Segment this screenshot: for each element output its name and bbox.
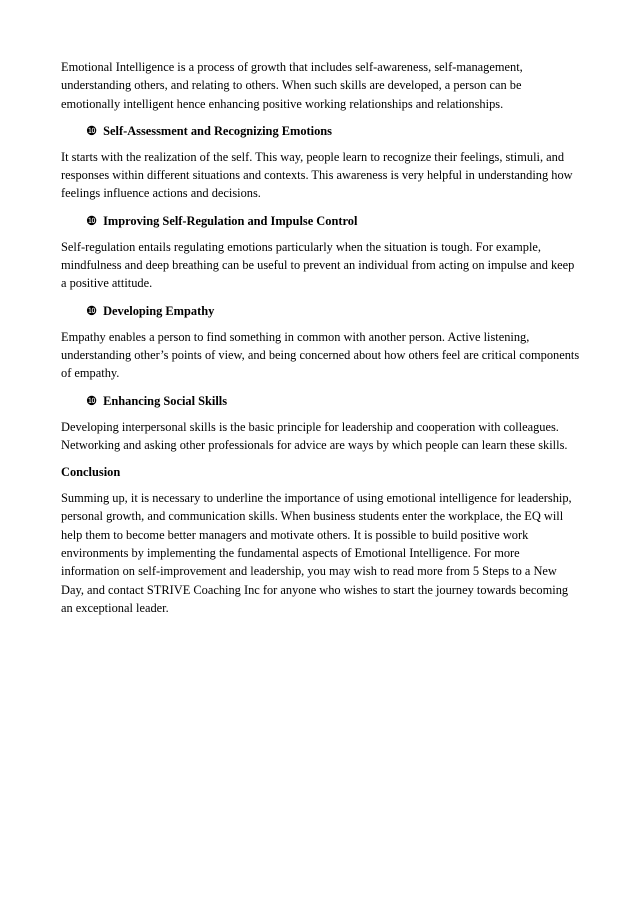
intro-paragraph: Emotional Intelligence is a process of growth that includes self-awareness, self-management, understanding others, and relating to others. When such skills are developed, a person can be emotionally intelligent hence enhancing positive working relationships and relationships. <box>61 60 523 111</box>
section-heading-self-regulation <box>86 212 581 230</box>
section-paragraph-social-skills: Developing interpersonal skills is the basic principle for leadership and cooperation with colleagues. Networking and asking other professionals for advice are ways by which people can learn these skills. <box>61 419 568 452</box>
document-page <box>61 58 581 617</box>
section-heading-self-assessment <box>86 122 581 140</box>
section-heading-social-skills <box>86 392 581 410</box>
section-heading-empathy <box>86 302 581 320</box>
section-heading-text: Improving Self-Regulation and Impulse Control <box>103 213 358 228</box>
conclusion-heading: Conclusion <box>61 465 121 480</box>
bullet-icon: ❿ <box>86 213 98 228</box>
conclusion-paragraph: Summing up, it is necessary to underline the importance of using emotional intelligence for leadership, personal growth, and communication skills. When business students enter the workplace, the EQ will help them to become better managers and motivate others. It is possible to build positive work environments by implementing the fundamental aspects of Emotional Intelligence. For more information on self-improvement and leadership, you may wish to read more from 5 Steps to a New Day, and contact STRIVE Coaching Inc for anyone who wishes to start the journey towards becoming an exceptional leader. <box>61 491 572 615</box>
bullet-icon: ❿ <box>86 123 98 138</box>
section-heading-text: Self-Assessment and Recognizing Emotions <box>103 123 332 138</box>
section-heading-text: Developing Empathy <box>103 303 215 318</box>
section-heading-text: Enhancing Social Skills <box>103 393 228 408</box>
section-paragraph-self-regulation: Self-regulation entails regulating emotions particularly when the situation is tough. For example, mindfulness and deep breathing can be useful to prevent an individual from acting on impulse and keep a positive attitude. <box>61 239 575 291</box>
bullet-icon: ❿ <box>86 303 98 318</box>
bullet-icon: ❿ <box>86 393 98 408</box>
section-paragraph-empathy: Empathy enables a person to find something in common with another person. Active listening, understanding other’s points of view, and being concerned about how others feel are critical components of empathy. <box>61 329 580 381</box>
section-paragraph-self-assessment: It starts with the realization of the self. This way, people learn to recognize their feelings, stimuli, and responses within different situations and contexts. This awareness is very helpful in understanding how feelings influence actions and decisions. <box>61 149 573 201</box>
